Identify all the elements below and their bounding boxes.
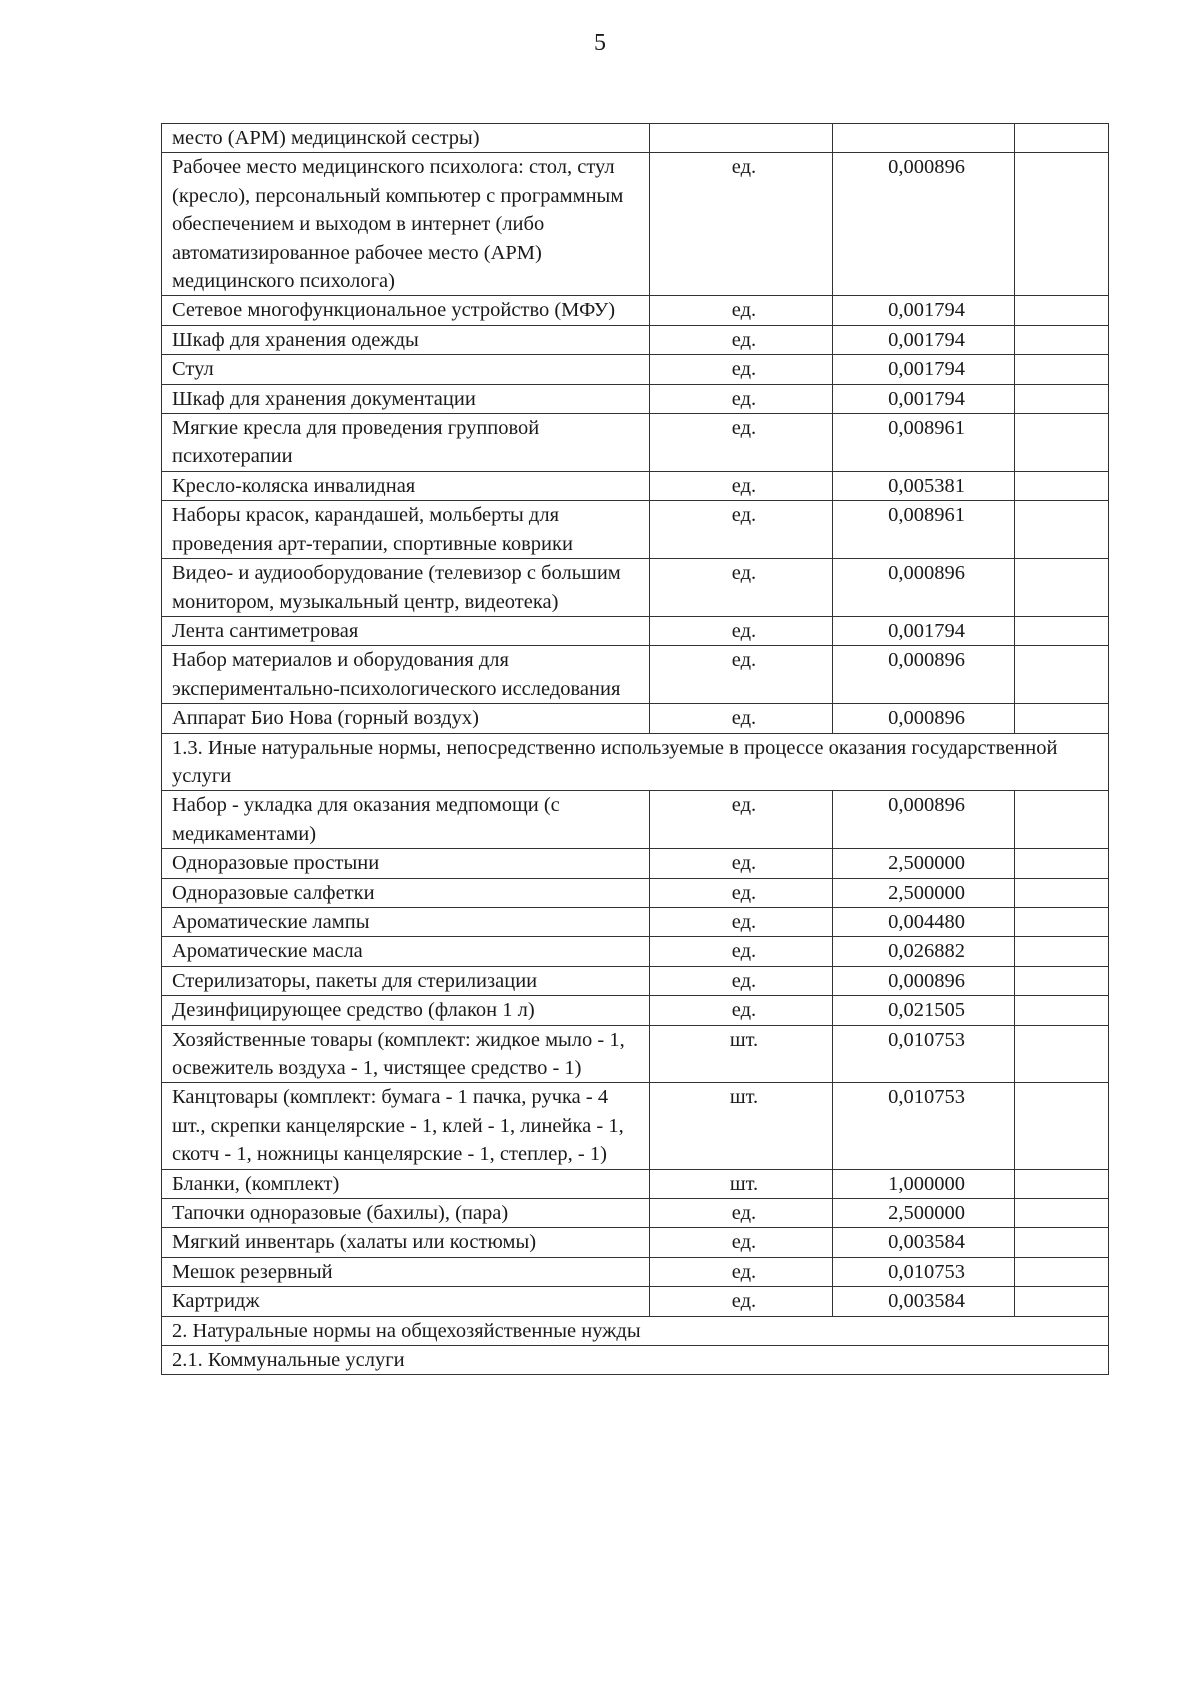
unit-cell: ед.: [650, 1287, 833, 1316]
unit-cell: ед.: [650, 646, 833, 704]
table-row: [162, 996, 1109, 1025]
norm-value-cell: 0,026882: [833, 937, 1015, 966]
empty-cell: [1015, 996, 1109, 1025]
norm-value-cell: 2,500000: [833, 1199, 1015, 1228]
empty-cell: [1015, 791, 1109, 849]
unit-cell: ед.: [650, 355, 833, 384]
table-row: [162, 1257, 1109, 1286]
unit-cell: ед.: [650, 325, 833, 354]
table-row: [162, 907, 1109, 936]
item-name-cell: Видео- и аудиооборудование (телевизор с большим монитором, музыкальный центр, видеотека): [162, 559, 650, 617]
norm-value-cell: 1,000000: [833, 1169, 1015, 1198]
unit-cell: ед.: [650, 878, 833, 907]
norm-value-cell: 2,500000: [833, 878, 1015, 907]
page-number: 5: [594, 30, 606, 56]
unit-cell: шт.: [650, 1083, 833, 1169]
empty-cell: [1015, 384, 1109, 413]
section-row: [162, 1346, 1109, 1375]
item-name-cell: Мягкие кресла для проведения групповой психотерапии: [162, 414, 650, 472]
table-row: [162, 355, 1109, 384]
item-name-cell: Стул: [162, 355, 650, 384]
unit-cell: ед.: [650, 1228, 833, 1257]
item-name-cell: Аппарат Био Нова (горный воздух): [162, 704, 650, 733]
table-row: [162, 1287, 1109, 1316]
table-row: [162, 414, 1109, 472]
unit-cell: ед.: [650, 704, 833, 733]
item-name-cell: Канцтовары (комплект: бумага - 1 пачка, ручка - 4 шт., скрепки канцелярские - 1, клей - 1, линейка - 1, скотч - 1, ножницы канцелярские - 1, степлер, - 1): [162, 1083, 650, 1169]
empty-cell: [1015, 1169, 1109, 1198]
norm-value-cell: 0,003584: [833, 1287, 1015, 1316]
table-row: [162, 937, 1109, 966]
table-row: [162, 646, 1109, 704]
norm-value-cell: 0,004480: [833, 907, 1015, 936]
item-name-cell: Ароматические лампы: [162, 907, 650, 936]
item-name-cell: Картридж: [162, 1287, 650, 1316]
table-row: [162, 124, 1109, 153]
unit-cell: ед.: [650, 791, 833, 849]
norm-value-cell: 0,010753: [833, 1257, 1015, 1286]
table-row: [162, 559, 1109, 617]
table-row: [162, 878, 1109, 907]
norm-value-cell: 0,000896: [833, 559, 1015, 617]
empty-cell: [1015, 937, 1109, 966]
unit-cell: ед.: [650, 996, 833, 1025]
empty-cell: [1015, 1083, 1109, 1169]
empty-cell: [1015, 501, 1109, 559]
unit-cell: ед.: [650, 414, 833, 472]
empty-cell: [1015, 849, 1109, 878]
item-name-cell: Одноразовые простыни: [162, 849, 650, 878]
item-name-cell: Сетевое многофункциональное устройство (МФУ): [162, 296, 650, 325]
empty-cell: [1015, 414, 1109, 472]
empty-cell: [1015, 646, 1109, 704]
table-row: [162, 616, 1109, 645]
norms-table-body: [162, 124, 1109, 1375]
norm-value-cell: 0,001794: [833, 616, 1015, 645]
empty-cell: [1015, 471, 1109, 500]
norm-value-cell: 0,008961: [833, 501, 1015, 559]
norm-value-cell: 0,001794: [833, 355, 1015, 384]
item-name-cell: Мешок резервный: [162, 1257, 650, 1286]
item-name-cell: Стерилизаторы, пакеты для стерилизации: [162, 966, 650, 995]
section-title: 2. Натуральные нормы на общехозяйственные нужды: [162, 1316, 1109, 1345]
norm-value-cell: 0,010753: [833, 1083, 1015, 1169]
item-name-cell: Дезинфицирующее средство (флакон 1 л): [162, 996, 650, 1025]
unit-cell: ед.: [650, 616, 833, 645]
unit-cell: шт.: [650, 1025, 833, 1083]
unit-cell: ед.: [650, 966, 833, 995]
table-row: [162, 791, 1109, 849]
unit-cell: ед.: [650, 937, 833, 966]
section-row: [162, 733, 1109, 791]
unit-cell: ед.: [650, 296, 833, 325]
norm-value-cell: 0,000896: [833, 704, 1015, 733]
norms-table: [161, 123, 1109, 1375]
unit-cell: ед.: [650, 559, 833, 617]
empty-cell: [1015, 1257, 1109, 1286]
unit-cell: шт.: [650, 1169, 833, 1198]
table-row: [162, 501, 1109, 559]
empty-cell: [1015, 124, 1109, 153]
item-name-cell: Наборы красок, карандашей, мольберты для проведения арт-терапии, спортивные коврики: [162, 501, 650, 559]
item-name-cell: Хозяйственные товары (комплект: жидкое мыло - 1, освежитель воздуха - 1, чистящее средство - 1): [162, 1025, 650, 1083]
norm-value-cell: 0,000896: [833, 153, 1015, 296]
empty-cell: [1015, 907, 1109, 936]
empty-cell: [1015, 704, 1109, 733]
unit-cell: ед.: [650, 849, 833, 878]
empty-cell: [1015, 616, 1109, 645]
empty-cell: [1015, 559, 1109, 617]
norm-value-cell: 0,001794: [833, 325, 1015, 354]
norm-value-cell: 0,003584: [833, 1228, 1015, 1257]
section-title: 2.1. Коммунальные услуги: [162, 1346, 1109, 1375]
unit-cell: ед.: [650, 1199, 833, 1228]
table-row: [162, 1169, 1109, 1198]
norm-value-cell: 0,021505: [833, 996, 1015, 1025]
unit-cell: ед.: [650, 384, 833, 413]
item-name-cell: Рабочее место медицинского психолога: стол, стул (кресло), персональный компьютер с программным обеспечением и выходом в интернет (либо автоматизированное рабочее место (АРМ) медицинского психолога): [162, 153, 650, 296]
unit-cell: ед.: [650, 1257, 833, 1286]
empty-cell: [1015, 153, 1109, 296]
empty-cell: [1015, 296, 1109, 325]
norm-value-cell: 0,000896: [833, 966, 1015, 995]
table-row: [162, 1083, 1109, 1169]
table-row: [162, 1228, 1109, 1257]
item-name-cell: Шкаф для хранения документации: [162, 384, 650, 413]
unit-cell: ед.: [650, 153, 833, 296]
unit-cell: ед.: [650, 907, 833, 936]
empty-cell: [1015, 1025, 1109, 1083]
item-name-cell: Тапочки одноразовые (бахилы), (пара): [162, 1199, 650, 1228]
item-name-cell: Набор материалов и оборудования для экспериментально-психологического исследования: [162, 646, 650, 704]
item-name-cell: Ароматические масла: [162, 937, 650, 966]
empty-cell: [1015, 1287, 1109, 1316]
table-row: [162, 1199, 1109, 1228]
unit-cell: ед.: [650, 471, 833, 500]
table-row: [162, 296, 1109, 325]
norm-value-cell: 0,005381: [833, 471, 1015, 500]
empty-cell: [1015, 1228, 1109, 1257]
norm-value-cell: 0,001794: [833, 296, 1015, 325]
item-name-cell: Лента сантиметровая: [162, 616, 650, 645]
item-name-cell: Шкаф для хранения одежды: [162, 325, 650, 354]
norm-value-cell: [833, 124, 1015, 153]
item-name-cell: Кресло-коляска инвалидная: [162, 471, 650, 500]
table-row: [162, 153, 1109, 296]
table-row: [162, 849, 1109, 878]
section-row: [162, 1316, 1109, 1345]
norm-value-cell: 0,001794: [833, 384, 1015, 413]
unit-cell: ед.: [650, 501, 833, 559]
unit-cell: [650, 124, 833, 153]
empty-cell: [1015, 966, 1109, 995]
table-row: [162, 1025, 1109, 1083]
norm-value-cell: 0,000896: [833, 791, 1015, 849]
table-row: [162, 471, 1109, 500]
empty-cell: [1015, 878, 1109, 907]
table-row: [162, 325, 1109, 354]
item-name-cell: Мягкий инвентарь (халаты или костюмы): [162, 1228, 650, 1257]
table-row: [162, 704, 1109, 733]
item-name-cell: Одноразовые салфетки: [162, 878, 650, 907]
norm-value-cell: 0,010753: [833, 1025, 1015, 1083]
norm-value-cell: 2,500000: [833, 849, 1015, 878]
section-title: 1.3. Иные натуральные нормы, непосредственно используемые в процессе оказания государственной услуги: [162, 733, 1109, 791]
table-row: [162, 384, 1109, 413]
norm-value-cell: 0,008961: [833, 414, 1015, 472]
table-row: [162, 966, 1109, 995]
item-name-cell: место (АРМ) медицинской сестры): [162, 124, 650, 153]
item-name-cell: Набор - укладка для оказания медпомощи (с медикаментами): [162, 791, 650, 849]
item-name-cell: Бланки, (комплект): [162, 1169, 650, 1198]
empty-cell: [1015, 355, 1109, 384]
empty-cell: [1015, 325, 1109, 354]
empty-cell: [1015, 1199, 1109, 1228]
norm-value-cell: 0,000896: [833, 646, 1015, 704]
